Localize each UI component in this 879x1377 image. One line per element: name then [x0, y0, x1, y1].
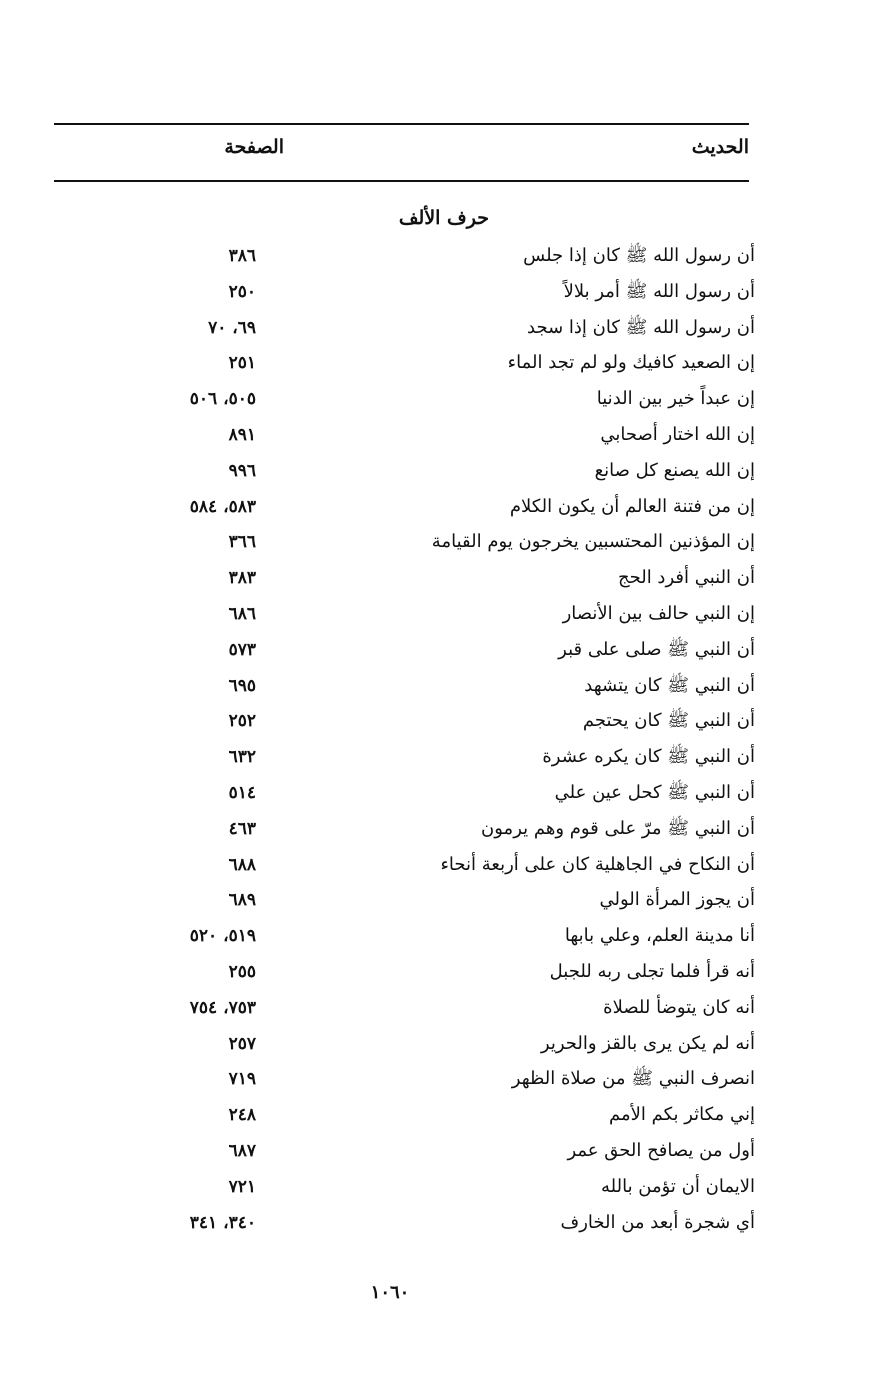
index-entry — [0, 1169, 879, 1205]
page-ref: ٧١٩ — [228, 1069, 256, 1090]
page-ref: ٢٥٧ — [228, 1033, 256, 1054]
index-entry — [0, 882, 879, 918]
hadith-text: أول من يصافح الحق عمر — [567, 1139, 755, 1161]
page-ref: ٢٥٠ — [228, 281, 256, 302]
index-entry — [0, 1026, 879, 1062]
index-entry — [0, 381, 879, 417]
index-entry — [0, 274, 879, 310]
page-ref: ٧٥٣، ٧٥٤ — [189, 997, 256, 1018]
index-entry — [0, 489, 879, 525]
page-ref: ٣٨٦ — [228, 246, 256, 266]
index-entry — [0, 847, 879, 883]
column-header-hadith: الحديث — [691, 136, 749, 158]
page-ref: ٨٩١ — [228, 424, 256, 445]
page-ref: ٢٥٥ — [228, 961, 256, 982]
index-entry — [0, 811, 879, 847]
page-ref: ٣٤٠، ٣٤١ — [189, 1212, 256, 1233]
hadith-text: أن النبي ﷺ مرّ على قوم وهم يرمون — [481, 817, 755, 839]
page-ref: ٥٧٣ — [228, 639, 256, 660]
index-entry — [0, 990, 879, 1026]
header-bottom-rule — [54, 180, 749, 182]
page-ref: ٥١٩، ٥٢٠ — [189, 926, 256, 947]
page-ref: ٦٨٩ — [228, 890, 256, 911]
index-entries — [0, 238, 879, 1240]
page-ref: ٦٨٨ — [228, 854, 256, 875]
index-entry — [0, 345, 879, 381]
page-ref: ٣٨٣ — [228, 568, 256, 589]
hadith-text: أن النبي ﷺ كان يتشهد — [584, 674, 755, 696]
hadith-text: الايمان أن تؤمن بالله — [600, 1175, 755, 1197]
page-number: ١٠٦٠ — [370, 1282, 410, 1303]
index-entry — [0, 1061, 879, 1097]
hadith-text: أن يجوز المرأة الولي — [599, 889, 755, 911]
hadith-text: إن من فتنة العالم أن يكون الكلام — [509, 495, 755, 517]
hadith-text: انصرف النبي ﷺ من صلاة الظهر — [511, 1068, 755, 1090]
hadith-text: أن رسول الله ﷺ كان إذا سجد — [527, 316, 755, 338]
index-entry — [0, 453, 879, 489]
hadith-text: أن رسول الله ﷺ كان إذا جلس — [523, 245, 755, 266]
page-ref: ٩٩٦ — [228, 460, 256, 481]
index-entry — [0, 668, 879, 704]
index-entry — [0, 596, 879, 632]
section-title: حرف الألف — [398, 207, 489, 229]
index-entry — [0, 417, 879, 453]
index-entry — [0, 310, 879, 346]
page-ref: ٥١٤ — [228, 782, 256, 803]
hadith-text: أنه لم يكن يرى بالقز والحرير — [540, 1032, 755, 1054]
index-entry — [0, 1205, 879, 1241]
index-entry — [0, 775, 879, 811]
hadith-text: أن النبي ﷺ كان يحتجم — [582, 710, 755, 732]
header-top-rule — [54, 123, 749, 125]
hadith-text: أن النكاح في الجاهلية كان على أربعة أنحاء — [440, 853, 755, 875]
page-ref: ٦٨٧ — [228, 1140, 256, 1161]
hadith-text: إن الصعيد كافيك ولو لم تجد الماء — [507, 352, 755, 374]
hadith-text: أن النبي ﷺ كحل عين علي — [554, 781, 755, 803]
index-entry — [0, 918, 879, 954]
hadith-text: إن عبداً خير بين الدنيا — [596, 388, 755, 410]
hadith-text: أنا مدينة العلم، وعلي بابها — [564, 925, 755, 947]
page-ref: ٧٢١ — [228, 1176, 256, 1197]
hadith-text: أي شجرة أبعد من الخارف — [560, 1211, 755, 1233]
index-entry — [0, 954, 879, 990]
hadith-text: أن النبي أفرد الحج — [617, 567, 755, 589]
hadith-text: إن الله يصنع كل صانع — [594, 459, 755, 481]
hadith-text: أنه كان يتوضأ للصلاة — [603, 996, 755, 1018]
hadith-text: إن النبي حالف بين الأنصار — [562, 602, 755, 624]
index-entry — [0, 703, 879, 739]
hadith-text: أن رسول الله ﷺ أمر بلالاً — [563, 280, 755, 302]
hadith-text: أن النبي ﷺ صلى على قبر — [558, 638, 755, 660]
page-ref: ٤٦٣ — [228, 818, 256, 839]
index-entry — [0, 524, 879, 560]
page-ref: ٢٤٨ — [228, 1105, 256, 1126]
page-ref: ٣٦٦ — [228, 532, 256, 553]
page-ref: ٢٥١ — [228, 353, 256, 374]
index-entry — [0, 632, 879, 668]
hadith-text: إن الله اختار أصحابي — [600, 423, 755, 445]
index-entry — [0, 739, 879, 775]
hadith-text: إني مكاثر بكم الأمم — [608, 1104, 755, 1126]
page-ref: ٦٩، ٧٠ — [208, 317, 256, 338]
index-entry — [0, 1097, 879, 1133]
page-ref: ٦٨٦ — [228, 603, 256, 624]
index-entry — [0, 560, 879, 596]
page-ref: ٥٠٥، ٥٠٦ — [189, 389, 256, 410]
page-ref: ٦٣٢ — [228, 747, 256, 768]
column-header-page: الصفحة — [224, 136, 284, 158]
page-ref: ٥٨٣، ٥٨٤ — [189, 496, 256, 517]
hadith-text: إن المؤذنين المحتسبين يخرجون يوم القيامة — [431, 531, 755, 553]
hadith-text: أن النبي ﷺ كان يكره عشرة — [542, 746, 755, 768]
page-ref: ٢٥٢ — [228, 711, 256, 732]
index-entry — [0, 1133, 879, 1169]
index-entry — [0, 238, 879, 274]
page-ref: ٦٩٥ — [228, 675, 256, 696]
hadith-text: أنه قرأ فلما تجلى ربه للجبل — [549, 960, 755, 982]
